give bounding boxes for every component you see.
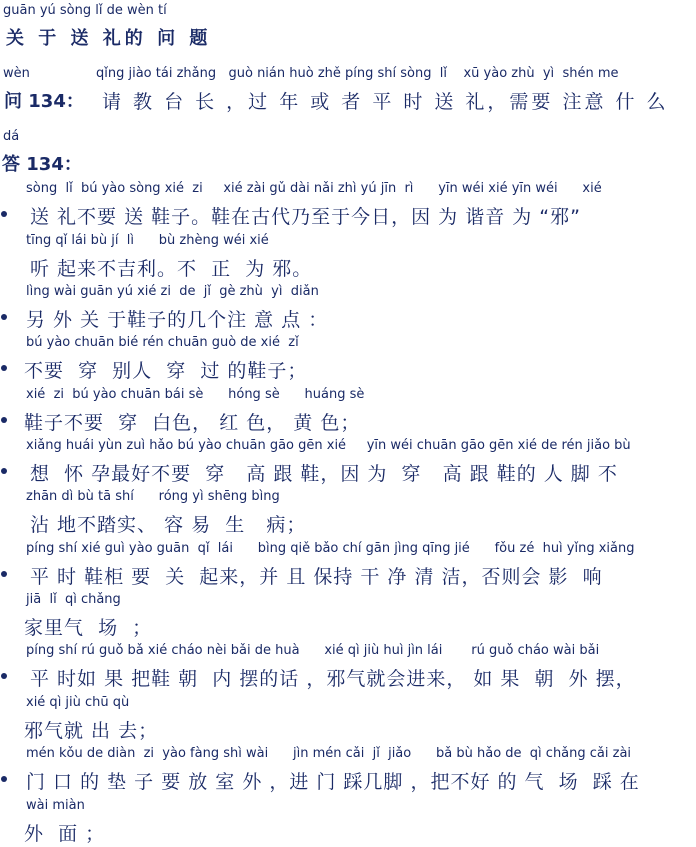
line-pinyin: zhān dì bù tā shí róng yì shēng bìng <box>26 489 280 504</box>
line-pinyin: xiǎng huái yùn zuì hǎo bú yào chuān gāo gēn xié yīn wéi chuān gāo gēn xié de rén jiǎo bù <box>26 438 631 453</box>
bullet-icon <box>1 314 7 320</box>
title-pinyin: guān yú sòng lǐ de wèn tí <box>3 3 167 18</box>
line-text: 不要 穿 别人 穿 过 的鞋子； <box>24 360 308 382</box>
line-pinyin: bú yào chuān bié rén chuān guò de xié zǐ <box>26 335 299 350</box>
line-pinyin: xié zi bú yào chuān bái sè hóng sè huáng sè <box>26 387 365 402</box>
line-text: 沾 地不踏实、 容 易 生 病； <box>30 514 307 536</box>
question-label-pinyin: wèn <box>3 66 30 81</box>
bullet-icon <box>1 673 7 679</box>
question-text: 请 教 台 长 ，过 年 或 者 平 时 送 礼，需要 注意 什 么 <box>102 91 669 113</box>
line-text: 家里气 场 ； <box>24 617 153 639</box>
page-title: 关 于 送 礼的 问 题 <box>6 28 212 49</box>
line-text: 外 面 ； <box>24 823 106 845</box>
line-pinyin: píng shí rú guǒ bǎ xié cháo nèi bǎi de huà xié qì jiù huì jìn lái rú guǒ cháo wài bǎi <box>26 643 600 658</box>
question-label: 问 134： <box>4 91 84 112</box>
line-text: 门 口 的 垫 子 要 放 室 外 ，进 门 踩几脚 ，把不好 的 气 场 踩 在 <box>26 771 640 793</box>
bullet-icon <box>1 571 7 577</box>
answer-label: 答 134： <box>2 154 82 175</box>
question-pinyin: qǐng jiào tái zhǎng guò nián huò zhě píng shí sòng lǐ xū yào zhù yì shén me <box>96 66 619 81</box>
line-text: 想 怀 孕最好不要 穿 高 跟 鞋，因 为 穿 高 跟 鞋的 人 脚 不 <box>30 463 618 485</box>
line-pinyin: jiā lǐ qì chǎng <box>26 592 121 607</box>
line-pinyin: sòng lǐ bú yào sòng xié zi xié zài gǔ dài nǎi zhì yú jīn rì yīn wéi xié yīn wéi xié <box>26 181 602 196</box>
line-pinyin: tīng qǐ lái bù jí lì bù zhèng wéi xié <box>26 233 269 248</box>
answer-label-pinyin: dá <box>3 129 20 144</box>
bullet-icon <box>1 776 7 782</box>
bullet-icon <box>1 365 7 371</box>
bullet-icon <box>1 417 7 423</box>
bullet-icon <box>1 468 7 474</box>
line-pinyin: xié qì jiù chū qù <box>26 695 130 710</box>
line-text: 平 时如 果 把鞋 朝 内 摆的话 ，邪气就会进来， 如 果 朝 外 摆， <box>30 668 636 690</box>
bullet-icon <box>1 211 7 217</box>
line-pinyin: lìng wài guān yú xié zi de jǐ gè zhù yì diǎn <box>26 284 319 299</box>
line-text: 邪气就 出 去； <box>24 720 159 742</box>
line-pinyin: píng shí xié guì yào guān qǐ lái bìng qiě bǎo chí gān jìng qīng jié fǒu zé huì yǐng xiǎng <box>26 541 635 556</box>
line-pinyin: wài miàn <box>26 798 85 813</box>
line-text: 送 礼不要 送 鞋子。鞋在古代乃至于今日，因 为 谐音 为 “邪” <box>30 206 581 228</box>
line-text: 另 外 关 于鞋子的几个注 意 点 ： <box>26 309 329 331</box>
line-text: 鞋子不要 穿 白色， 红 色， 黄 色； <box>24 412 361 434</box>
line-pinyin: mén kǒu de diàn zi yào fàng shì wài jìn mén cǎi jǐ jiǎo bǎ bù hǎo de qì chǎng cǎi zài <box>26 746 632 761</box>
line-text: 听 起来不吉利。不 正 为 邪。 <box>30 258 313 280</box>
line-text: 平 时 鞋柜 要 关 起来，并 且 保持 干 净 清 洁，否则会 影 响 <box>30 566 603 588</box>
